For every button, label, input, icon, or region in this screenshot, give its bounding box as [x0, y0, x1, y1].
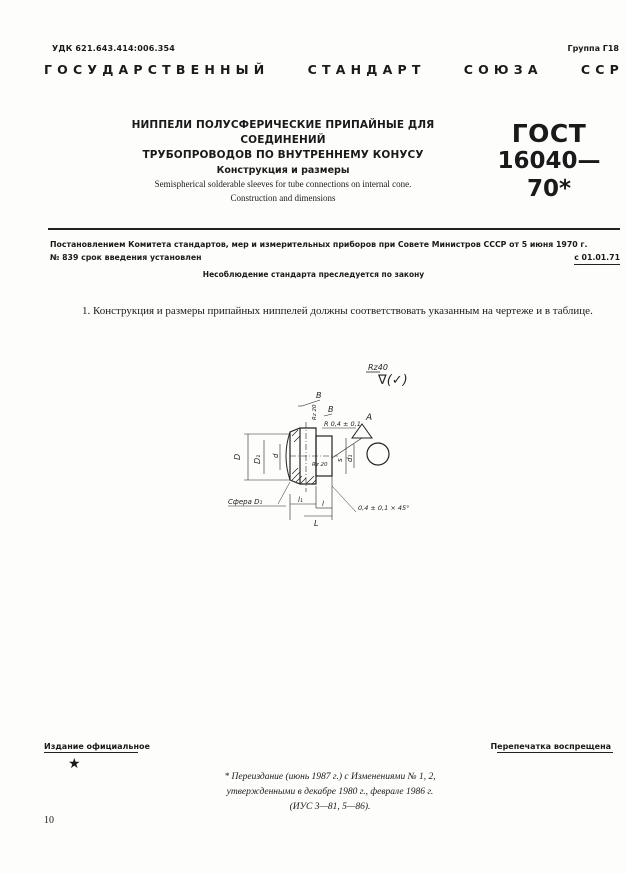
technical-drawing: [228, 362, 438, 536]
label-D: D: [233, 453, 242, 460]
banner-word-4: ССР: [580, 62, 624, 77]
decree-line2-left: № 839 срок введения установлен: [50, 253, 202, 262]
footnote-line1: * Переиздание (июнь 1987 г.) с Изменениями № 1, 2,: [224, 772, 436, 782]
leader-B2: [324, 414, 332, 416]
decree-line2: [50, 251, 620, 265]
decree-effective-date: с 01.01.71: [574, 251, 620, 265]
footnote-line3: (ИУС 3—81, 5—86).: [289, 802, 371, 812]
chamfer-leader: [332, 486, 356, 512]
dimension-lines: [244, 434, 354, 520]
reference-circle: [367, 443, 389, 465]
decree-block: [50, 238, 620, 265]
label-B2: B: [328, 405, 334, 414]
label-l1: l₁: [298, 496, 303, 504]
label-rz20-b: Rz 20: [312, 462, 328, 468]
udk-code: УДК 621.643.414:006.354: [52, 44, 176, 53]
banner-word-2: СТАНДАРТ: [307, 62, 426, 77]
footnote: [150, 770, 510, 815]
gost-number: 16040—70*: [497, 148, 601, 202]
title-block: [88, 118, 478, 204]
reprint-underline: [497, 752, 613, 753]
official-edition-label: Издание официальное: [44, 742, 150, 751]
nipple-outline: [290, 422, 338, 492]
label-radius: R 0,4 ± 0,1: [324, 420, 361, 428]
decree-line1: Постановлением Комитета стандартов, мер и измерительных приборов при Совете Министров СССР от 5 июня 1970 г.: [50, 240, 588, 249]
title-ru-line2: ТРУБОПРОВОДОВ ПО ВНУТРЕННЕМУ КОНУСУ: [142, 149, 424, 161]
roughness-value: Rz40: [368, 363, 388, 372]
legal-notice: Несоблюдение стандарта преследуется по закону: [202, 270, 425, 279]
footnote-line2: утвержденными в декабре 1980 г., феврале 1986 г.: [226, 787, 434, 797]
sphere-leader: [278, 482, 290, 504]
gost-label: ГОСТ: [511, 119, 587, 148]
banner-word-1: ГОСУДАРСТВЕННЫЙ: [44, 62, 270, 77]
paragraph-1: 1. Конструкция и размеры припайных ниппелей должны соответствовать указанным на чертеже и в таблице.: [82, 305, 593, 317]
section-hatching: [292, 430, 316, 484]
header-divider: [48, 228, 620, 230]
label-B1: B: [316, 391, 322, 400]
label-l: l: [322, 500, 324, 508]
label-s: s: [336, 458, 344, 462]
gost-designation: [484, 120, 614, 203]
title-en-line1: Semispherical solderable sleeves for tube connections on internal cone.: [154, 179, 412, 189]
roughness-symbol: ∇(✓): [378, 373, 408, 388]
title-ru-subtitle: Конструкция и размеры: [216, 165, 350, 176]
sphere-arc: [286, 432, 290, 480]
title-en-line2: Construction and dimensions: [230, 193, 336, 203]
label-d1: d₁: [346, 454, 354, 462]
label-A: A: [366, 413, 373, 423]
star-icon: ★: [68, 756, 81, 772]
label-sphere: Сфера D₁: [228, 498, 263, 506]
label-L: L: [314, 519, 319, 528]
state-standard-banner: [44, 62, 624, 77]
label-rz20-a: Rz 20: [312, 404, 318, 420]
reprint-prohibited-label: Перепечатка воспрещена: [490, 742, 611, 751]
group-code: Группа Г18: [567, 44, 619, 53]
banner-word-3: СОЮЗА: [463, 62, 543, 77]
label-chamfer: 0,4 ± 0,1 × 45°: [358, 504, 410, 512]
label-D1: D₁: [253, 454, 262, 464]
official-underline: [44, 752, 138, 753]
label-d: d: [272, 453, 280, 458]
title-ru-line1: НИППЕЛИ ПОЛУСФЕРИЧЕСКИЕ ПРИПАЙНЫЕ ДЛЯ СОЕДИНЕНИЙ: [131, 119, 435, 146]
page-number: 10: [44, 815, 54, 826]
nipple-drawing-svg: [228, 362, 438, 532]
